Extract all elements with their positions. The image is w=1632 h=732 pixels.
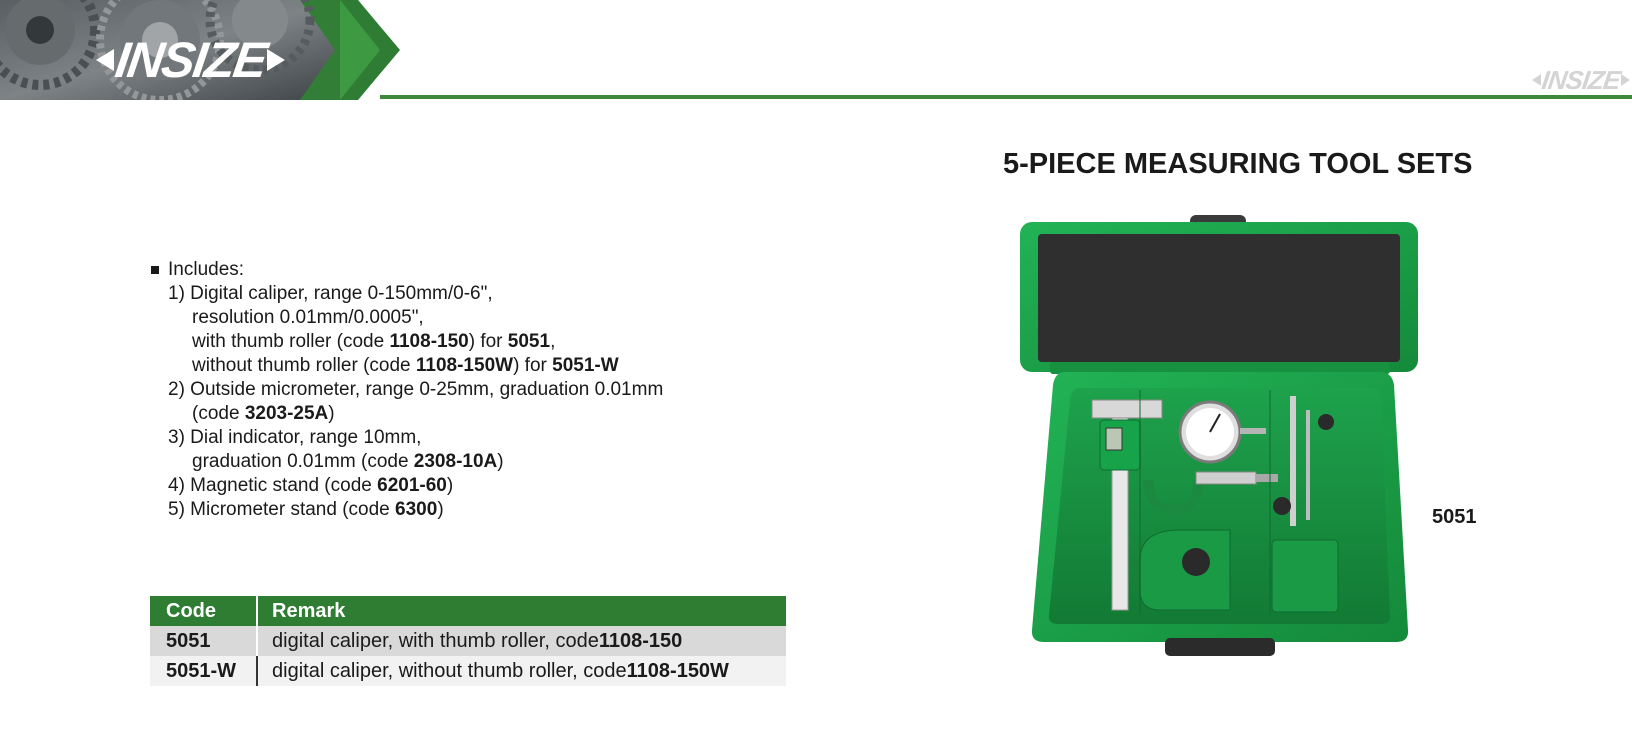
watermark-logo-text: INSIZE <box>1540 65 1623 95</box>
header-rule <box>380 95 1632 99</box>
square-bullet-icon <box>151 266 159 274</box>
include-item-continuation <box>150 354 663 378</box>
code-table <box>150 596 786 686</box>
text-segment: 2) Outside micrometer, range 0-25mm, graduation 0.01mm <box>168 379 664 400</box>
text-segment: ) <box>446 475 454 496</box>
text-segment: ) for <box>468 331 508 352</box>
includes-list <box>150 258 663 522</box>
bold-code-text: 6300 <box>395 499 438 520</box>
includes-heading <box>150 258 663 282</box>
watermark-right-arrow-icon <box>1621 74 1630 86</box>
text-segment: graduation 0.01mm (code <box>192 451 414 472</box>
text-segment: 3) Dial indicator, range 10mm, <box>168 427 422 448</box>
bold-code-text: 5051 <box>507 331 551 352</box>
text-segment: 4) Magnetic stand (code <box>168 475 378 496</box>
bold-code-text: 5051-W <box>552 355 619 376</box>
include-item-continuation <box>150 330 663 354</box>
row-remark <box>258 656 729 686</box>
table-row <box>150 626 786 656</box>
header-banner <box>0 0 1632 100</box>
include-item-continuation <box>150 306 663 330</box>
bold-code-text: 1108-150W <box>415 355 514 376</box>
include-item-continuation <box>150 450 663 474</box>
text-segment: with thumb roller (code <box>192 331 390 352</box>
tool-set-case-image <box>1020 210 1440 660</box>
text-segment: ) <box>328 403 335 424</box>
table-row <box>150 656 786 686</box>
text-segment: without thumb roller (code <box>192 355 416 376</box>
watermark-left-arrow-icon <box>1532 74 1541 86</box>
table-header-row <box>150 596 786 626</box>
page-title: 5-PIECE MEASURING TOOL SETS <box>1003 148 1473 180</box>
header-remark: Remark <box>272 599 346 622</box>
logo-right-arrow-icon <box>267 49 285 71</box>
include-item <box>150 498 663 522</box>
row-code: 5051 <box>150 626 258 656</box>
include-item-continuation <box>150 402 663 426</box>
includes-heading-text: Includes: <box>168 259 245 280</box>
bold-code-text: 6201-60 <box>377 475 447 496</box>
row-remark <box>258 626 682 656</box>
insize-logo <box>96 34 285 86</box>
logo-left-arrow-icon <box>96 49 114 71</box>
include-item <box>150 282 663 306</box>
include-item <box>150 426 663 450</box>
text-segment: 5) Micrometer stand (code <box>168 499 396 520</box>
text-segment: digital caliper, with thumb roller, code <box>272 629 599 652</box>
bold-code-text: 3203-25A <box>244 403 329 424</box>
text-segment: digital caliper, without thumb roller, code <box>272 659 627 682</box>
text-segment: ) <box>437 499 444 520</box>
text-segment: (code <box>192 403 245 424</box>
text-segment: resolution 0.01mm/0.0005", <box>192 307 424 328</box>
bold-code-text: 2308-10A <box>413 451 498 472</box>
include-item <box>150 474 663 498</box>
logo-text: INSIZE <box>112 32 270 88</box>
text-segment: ) for <box>513 355 553 376</box>
header-code: Code <box>150 596 258 626</box>
includes-items <box>150 282 663 522</box>
bold-code-text: 1108-150 <box>389 331 469 352</box>
include-item <box>150 378 663 402</box>
text-segment: , <box>550 331 556 352</box>
text-segment: ) <box>497 451 504 472</box>
product-model-label: 5051 <box>1432 506 1477 528</box>
text-segment: 1) Digital caliper, range 0-150mm/0-6", <box>168 283 493 304</box>
insize-watermark-logo <box>1532 67 1630 93</box>
bold-code-text: 1108-150 <box>598 629 683 652</box>
bold-code-text: 1108-150W <box>626 659 729 682</box>
row-code: 5051-W <box>150 656 258 686</box>
